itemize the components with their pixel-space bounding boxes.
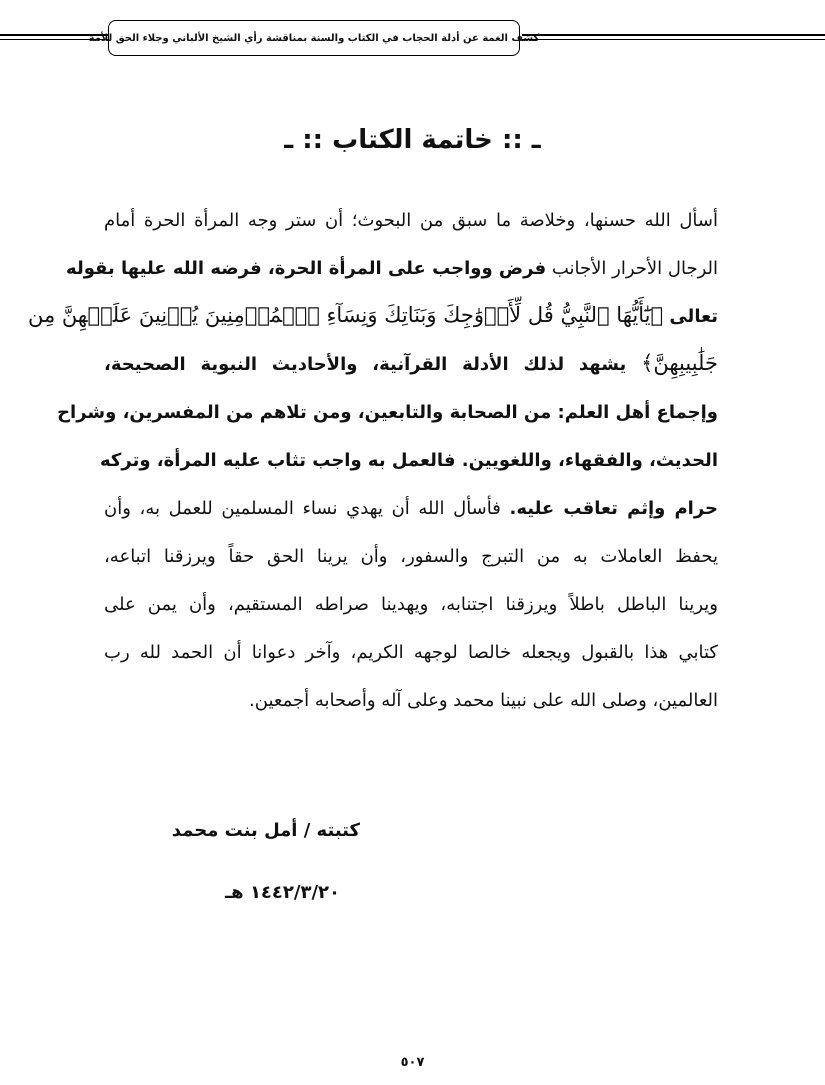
body-line: وإجماع أهل العلم: من الصحابة والتابعين، ومن تلاهم من المفسرين، وشراح	[57, 402, 718, 423]
header-rule-right	[522, 34, 825, 40]
chapter-title: ـ :: خاتمة الكتاب :: ـ	[284, 125, 541, 155]
body-line: الرجال الأحرار الأجانب فرض وواجب على المرأة الحرة، فرضه الله عليها بقوله	[66, 258, 718, 279]
page-number: ٥٠٧	[400, 1055, 425, 1070]
quran-verse: ﴿يَٰٓأَيُّهَا ٱلنَّبِيُّ قُل لِّأَزۡوَٰجِكَ وَبَنَاتِكَ وَنِسَآءِ ٱلۡمُؤۡمِنِينَ يُدۡنِينَ عَلَيۡهِنَّ مِن	[27, 303, 664, 327]
body-line: العالمين، وصلى الله على نبينا محمد وعلى آله وأصحابه أجمعين.	[249, 690, 718, 711]
quran-verse-end: جَلَٰبِيبِهِنَّ﴾	[641, 351, 718, 375]
body-line: يحفظ العاملات به من التبرج والسفور، وأن يرينا الحق حقاً ويرزقنا اتباعه،	[104, 546, 718, 567]
completion-date: ١٤٤٢/٣/٢٠ هـ	[225, 882, 340, 903]
running-header-text: كشف الغمة عن أدلة الحجاب في الكتاب والسنة بمناقشة رأي الشيخ الألباني وجلاء الحق للأمة	[88, 32, 540, 44]
body-line: تعالى ﴿يَٰٓأَيُّهَا ٱلنَّبِيُّ قُل لِّأَزۡوَٰجِكَ وَبَنَاتِكَ وَنِسَآءِ ٱلۡمُؤۡمِنِينَ يُدۡنِينَ عَلَيۡهِنَّ مِن	[27, 303, 718, 327]
author-signature: كتبته / أمل بنت محمد	[171, 820, 360, 841]
body-line: حرام وإثم تعاقب عليه. فأسأل الله أن يهدي نساء المسلمين للعمل به، وأن	[104, 498, 719, 519]
body-line: الحديث، والفقهاء، واللغويين. فالعمل به واجب تثاب عليه المرأة، وتركه	[100, 450, 718, 471]
body-line: أسأل الله حسنها، وخلاصة ما سبق من البحوث؛ أن ستر وجه المرأة الحرة أمام	[104, 210, 718, 231]
body-line: ويرينا الباطل باطلاً ويرزقنا اجتنابه، ويهدينا صراطه المستقيم، وأن يمن على	[104, 594, 718, 615]
body-line: جَلَٰبِيبِهِنَّ﴾ يشهد لذلك الأدلة القرآنية، والأحاديث النبوية الصحيحة،	[104, 351, 718, 375]
body-line: كتابي هذا بالقبول ويجعله خالصا لوجهه الكريم، وآخر دعوانا أن الحمد لله رب	[104, 642, 718, 663]
running-header	[88, 20, 540, 56]
body-paragraph	[27, 196, 719, 724]
